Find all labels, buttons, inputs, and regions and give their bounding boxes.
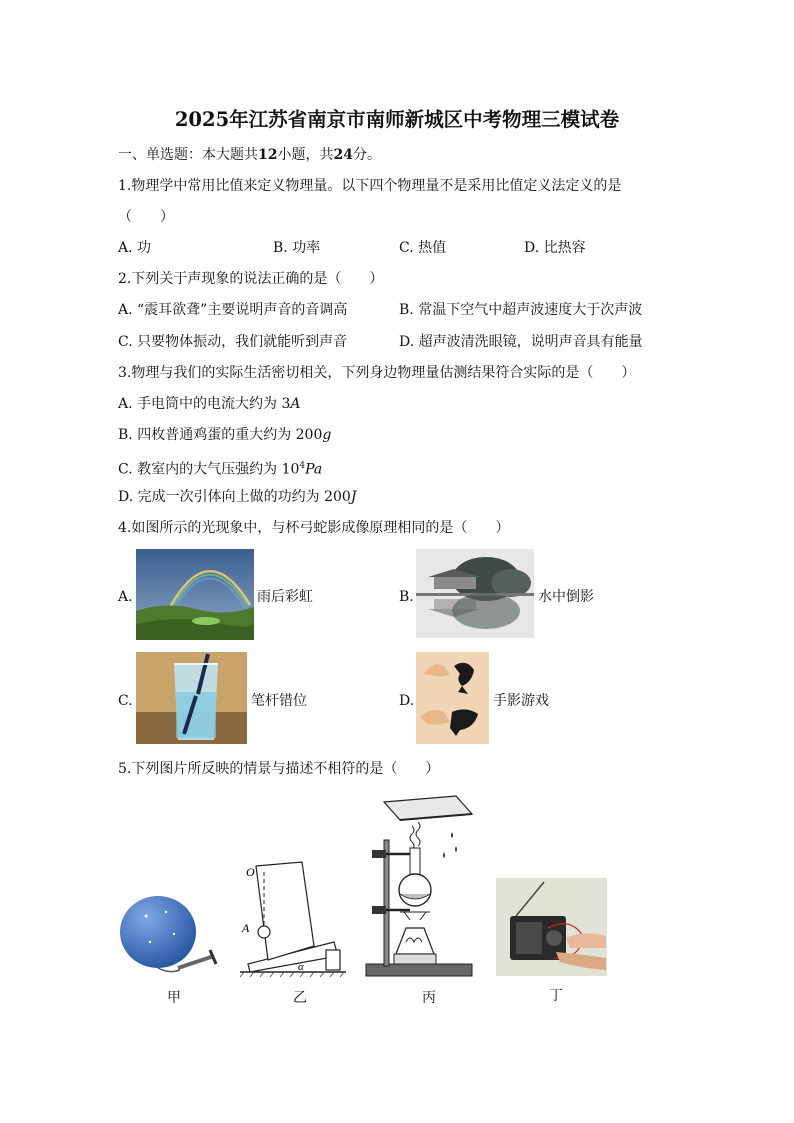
- q4-option-c-letter[interactable]: C.: [118, 693, 133, 709]
- figure-label-jia: 甲: [167, 990, 181, 1006]
- q1-option-d[interactable]: D. 比热容: [524, 240, 586, 256]
- hand-shadow-photo[interactable]: [416, 652, 489, 744]
- q2-option-b[interactable]: B. 常温下空气中超声波速度大于次声波: [399, 302, 643, 318]
- q1-option-b[interactable]: B. 功率: [273, 240, 321, 256]
- q2-option-a[interactable]: A. “震耳欲聋”主要说明声音的音调高: [118, 302, 348, 318]
- q3-option-c[interactable]: C. 教室内的大气压强约为 $10^4Pa$: [118, 461, 323, 478]
- q4-option-a-caption: 雨后彩虹: [257, 589, 313, 605]
- figure-label-ding: 丁: [549, 988, 563, 1004]
- q4-option-c-caption: 笔杆错位: [251, 693, 307, 709]
- q4-option-d-letter[interactable]: D.: [399, 693, 415, 709]
- incline-pendulum-figure[interactable]: [238, 860, 348, 978]
- balloon-pump-figure[interactable]: [118, 894, 218, 976]
- question-2-stem: 2.下列关于声现象的说法正确的是（ ）: [118, 271, 384, 287]
- figure-label-yi: 乙: [293, 990, 307, 1006]
- q4-option-b-letter[interactable]: B.: [399, 589, 414, 605]
- section-header: 一、单选题：本大题共12小题，共24分。: [118, 147, 381, 163]
- q3-option-b[interactable]: B. 四枚普通鸡蛋的重大约为 200g: [118, 427, 332, 443]
- q1-option-c[interactable]: C. 热值: [399, 240, 447, 256]
- angle-alpha-label: α: [298, 961, 304, 973]
- rainbow-photo[interactable]: [136, 549, 254, 640]
- q1-option-a[interactable]: A. 功: [118, 240, 152, 256]
- q4-option-b-caption: 水中倒影: [538, 589, 594, 605]
- radio-figure[interactable]: [496, 878, 607, 976]
- question-3-stem: 3.物理与我们的实际生活密切相关，下列身边物理量估测结果符合实际的是（ ）: [118, 365, 636, 381]
- point-o-label: O: [246, 865, 255, 879]
- question-1-stem: 1.物理学中常用比值来定义物理量。以下四个物理量不是采用比值定义法定义的是: [118, 178, 622, 194]
- question-4-stem: 4.如图所示的光现象中，与杯弓蛇影成像原理相同的是（ ）: [118, 520, 510, 536]
- figure-label-bing: 丙: [422, 990, 436, 1006]
- distillation-apparatus-figure[interactable]: [360, 792, 478, 978]
- question-5-stem: 5.下列图片所反映的情景与描述不相符的是（ ）: [118, 761, 440, 777]
- q2-option-c[interactable]: C. 只要物体振动，我们就能听到声音: [118, 334, 348, 350]
- q4-option-a-letter[interactable]: A.: [118, 589, 133, 605]
- pencil-in-water-photo[interactable]: [136, 652, 247, 744]
- page-title: 2025年江苏省南京市南师新城区中考物理三模试卷: [174, 108, 620, 131]
- point-a-label: A: [242, 921, 250, 935]
- q3-option-a[interactable]: A. 手电筒中的电流大约为 3A: [118, 396, 301, 412]
- question-1-paren: （ ）: [118, 209, 174, 225]
- q4-option-d-caption: 手影游戏: [493, 693, 549, 709]
- q3-option-d[interactable]: D. 完成一次引体向上做的功约为 200J: [118, 489, 357, 505]
- q2-option-d[interactable]: D. 超声波清洗眼镜，说明声音具有能量: [399, 334, 643, 350]
- reflection-photo[interactable]: [416, 549, 534, 638]
